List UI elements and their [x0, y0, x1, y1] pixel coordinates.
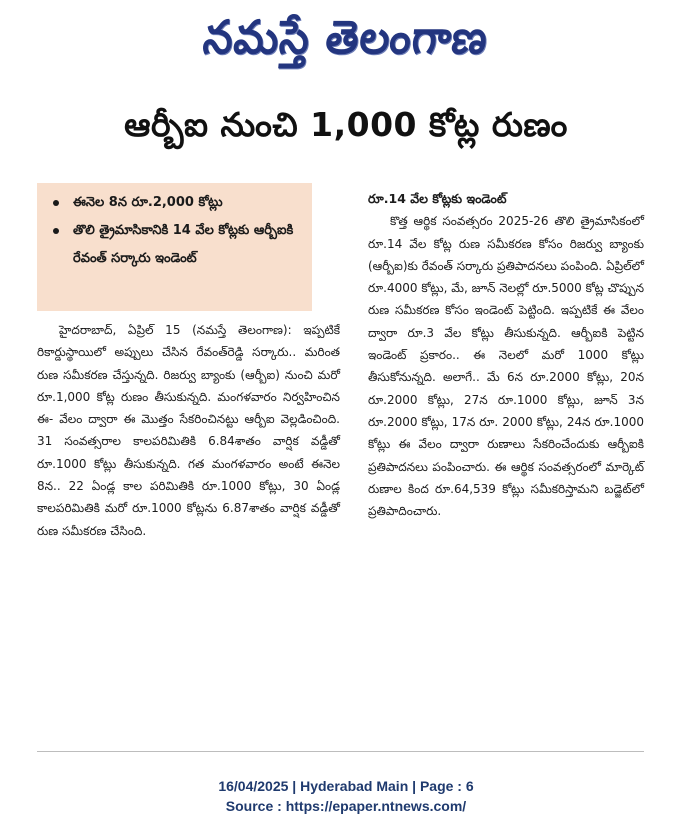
highlight-item: [49, 217, 312, 273]
highlight-text: తొలి త్రైమాసికానికి 14 వేల కోట్లకు ఆర్బీఐకి రేవంత్ సర్కారు ఇండెంట్: [73, 223, 294, 266]
article-body-paragraph: హైదరాబాద్, ఏప్రిల్ 15 (నమస్తే తెలంగాణ): ఇప్పటికే రికార్డుస్థాయిలో అప్పులు చేసిన రేవంత్‌రెడ్డి సర్కారు.. మరింత రుణ సమీకరణ చేస్తున్నది. రిజర్వు బ్యాంకు (ఆర్బీఐ) నుంచి మరో రూ.1,000 కోట్ల రుణం తీసుకున్నది. మంగళవారం నిర్వహించిన ఈ- వేలం ద్వారా ఈ మొత్తం సేకరించినట్టు ఆర్బీఐ వెల్లడించింది. 31 సంవత్సరాల కాలపరిమితికి 6.84శాతం వార్షిక వడ్డీతో రూ.1000 కోట్లు తీసుకున్నది. గత మంగళవారం అంటే ఈనెల 8న.. 22 ఏండ్ల కాల పరిమితికి రూ.1000 కోట్లు, 30 ఏండ్ల కాలపరిమితికి మరో రూ.1000 కోట్లను 6.87శాతం వార్షిక వడ్డీతో రుణ సమీకరణ చేసింది.: [37, 323, 340, 538]
article-body-paragraph: కొత్త ఆర్థిక సంవత్సరం 2025-26 తొలి త్రైమాసికంలో రూ.14 వేల కోట్ల రుణ సమీకరణ కోసం రిజర్వు బ్యాంకు (ఆర్బీఐ)కు రేవంత్ సర్కారు ప్రతిపాదనలు పంపింది. ఏప్రిల్‌లో రూ.4000 కోట్లు, మే, జూన్ నెలల్లో రూ.5000 కోట్ల చొప్పున రుణ సమీకరణ కోసం ఇండెంట్ పెట్టింది. ఇప్పటికే ఈ వేలం ద్వారా రూ.3 వేల కోట్లు తీసుకున్నది. ఆర్బీఐకి పెట్టిన ఇండెంట్ ప్రకారం.. ఈ నెలలో మరో 1000 కోట్లు తీసుకోనున్నది. అలాగే.. మే 6న రూ.2000 కోట్లు, 20న రూ.2000 కోట్లు, 27న రూ.1000 కోట్లు, జూన్ 3న రూ.2000 కోట్లు, 17న రూ. 2000 కోట్లు, 24న రూ.1000 కోట్లు ఈ వేలం ద్వారా రుణాలు సేకరించేందుకు ఆర్బీఐకి ప్రతిపాదనలు పంపించారు. ఈ ఆర్థిక సంవత్సరంలో మార్కెట్ రుణాల కింద రూ.64,539 కోట్లు సమీకరిస్తామని బడ్జెట్‌లో ప్రతిపాదించారు.: [368, 214, 644, 519]
source-link[interactable]: Source : https://epaper.ntnews.com/: [225, 798, 467, 814]
footer-divider: [37, 751, 644, 752]
bullet-icon: [53, 200, 59, 206]
highlight-list: [37, 189, 312, 273]
edition-info: 16/04/2025 | Hyderabad Main | Page : 6: [218, 778, 474, 794]
article-subhead: రూ.14 వేల కోట్లకు ఇండెంట్: [368, 191, 507, 206]
article-right-column: [368, 188, 644, 522]
article-left-column: [37, 319, 340, 542]
highlight-item: [49, 189, 312, 217]
headline: ఆర్బీఐ నుంచి 1,000 కోట్ల రుణం: [124, 105, 568, 144]
bullet-icon: [53, 228, 59, 234]
highlight-text: ఈనెల 8న రూ.2,000 కోట్లు: [73, 195, 223, 210]
masthead: [0, 4, 692, 76]
newspaper-logo: నమస్తే తెలంగాణ: [201, 10, 491, 64]
highlight-box: [37, 183, 312, 311]
